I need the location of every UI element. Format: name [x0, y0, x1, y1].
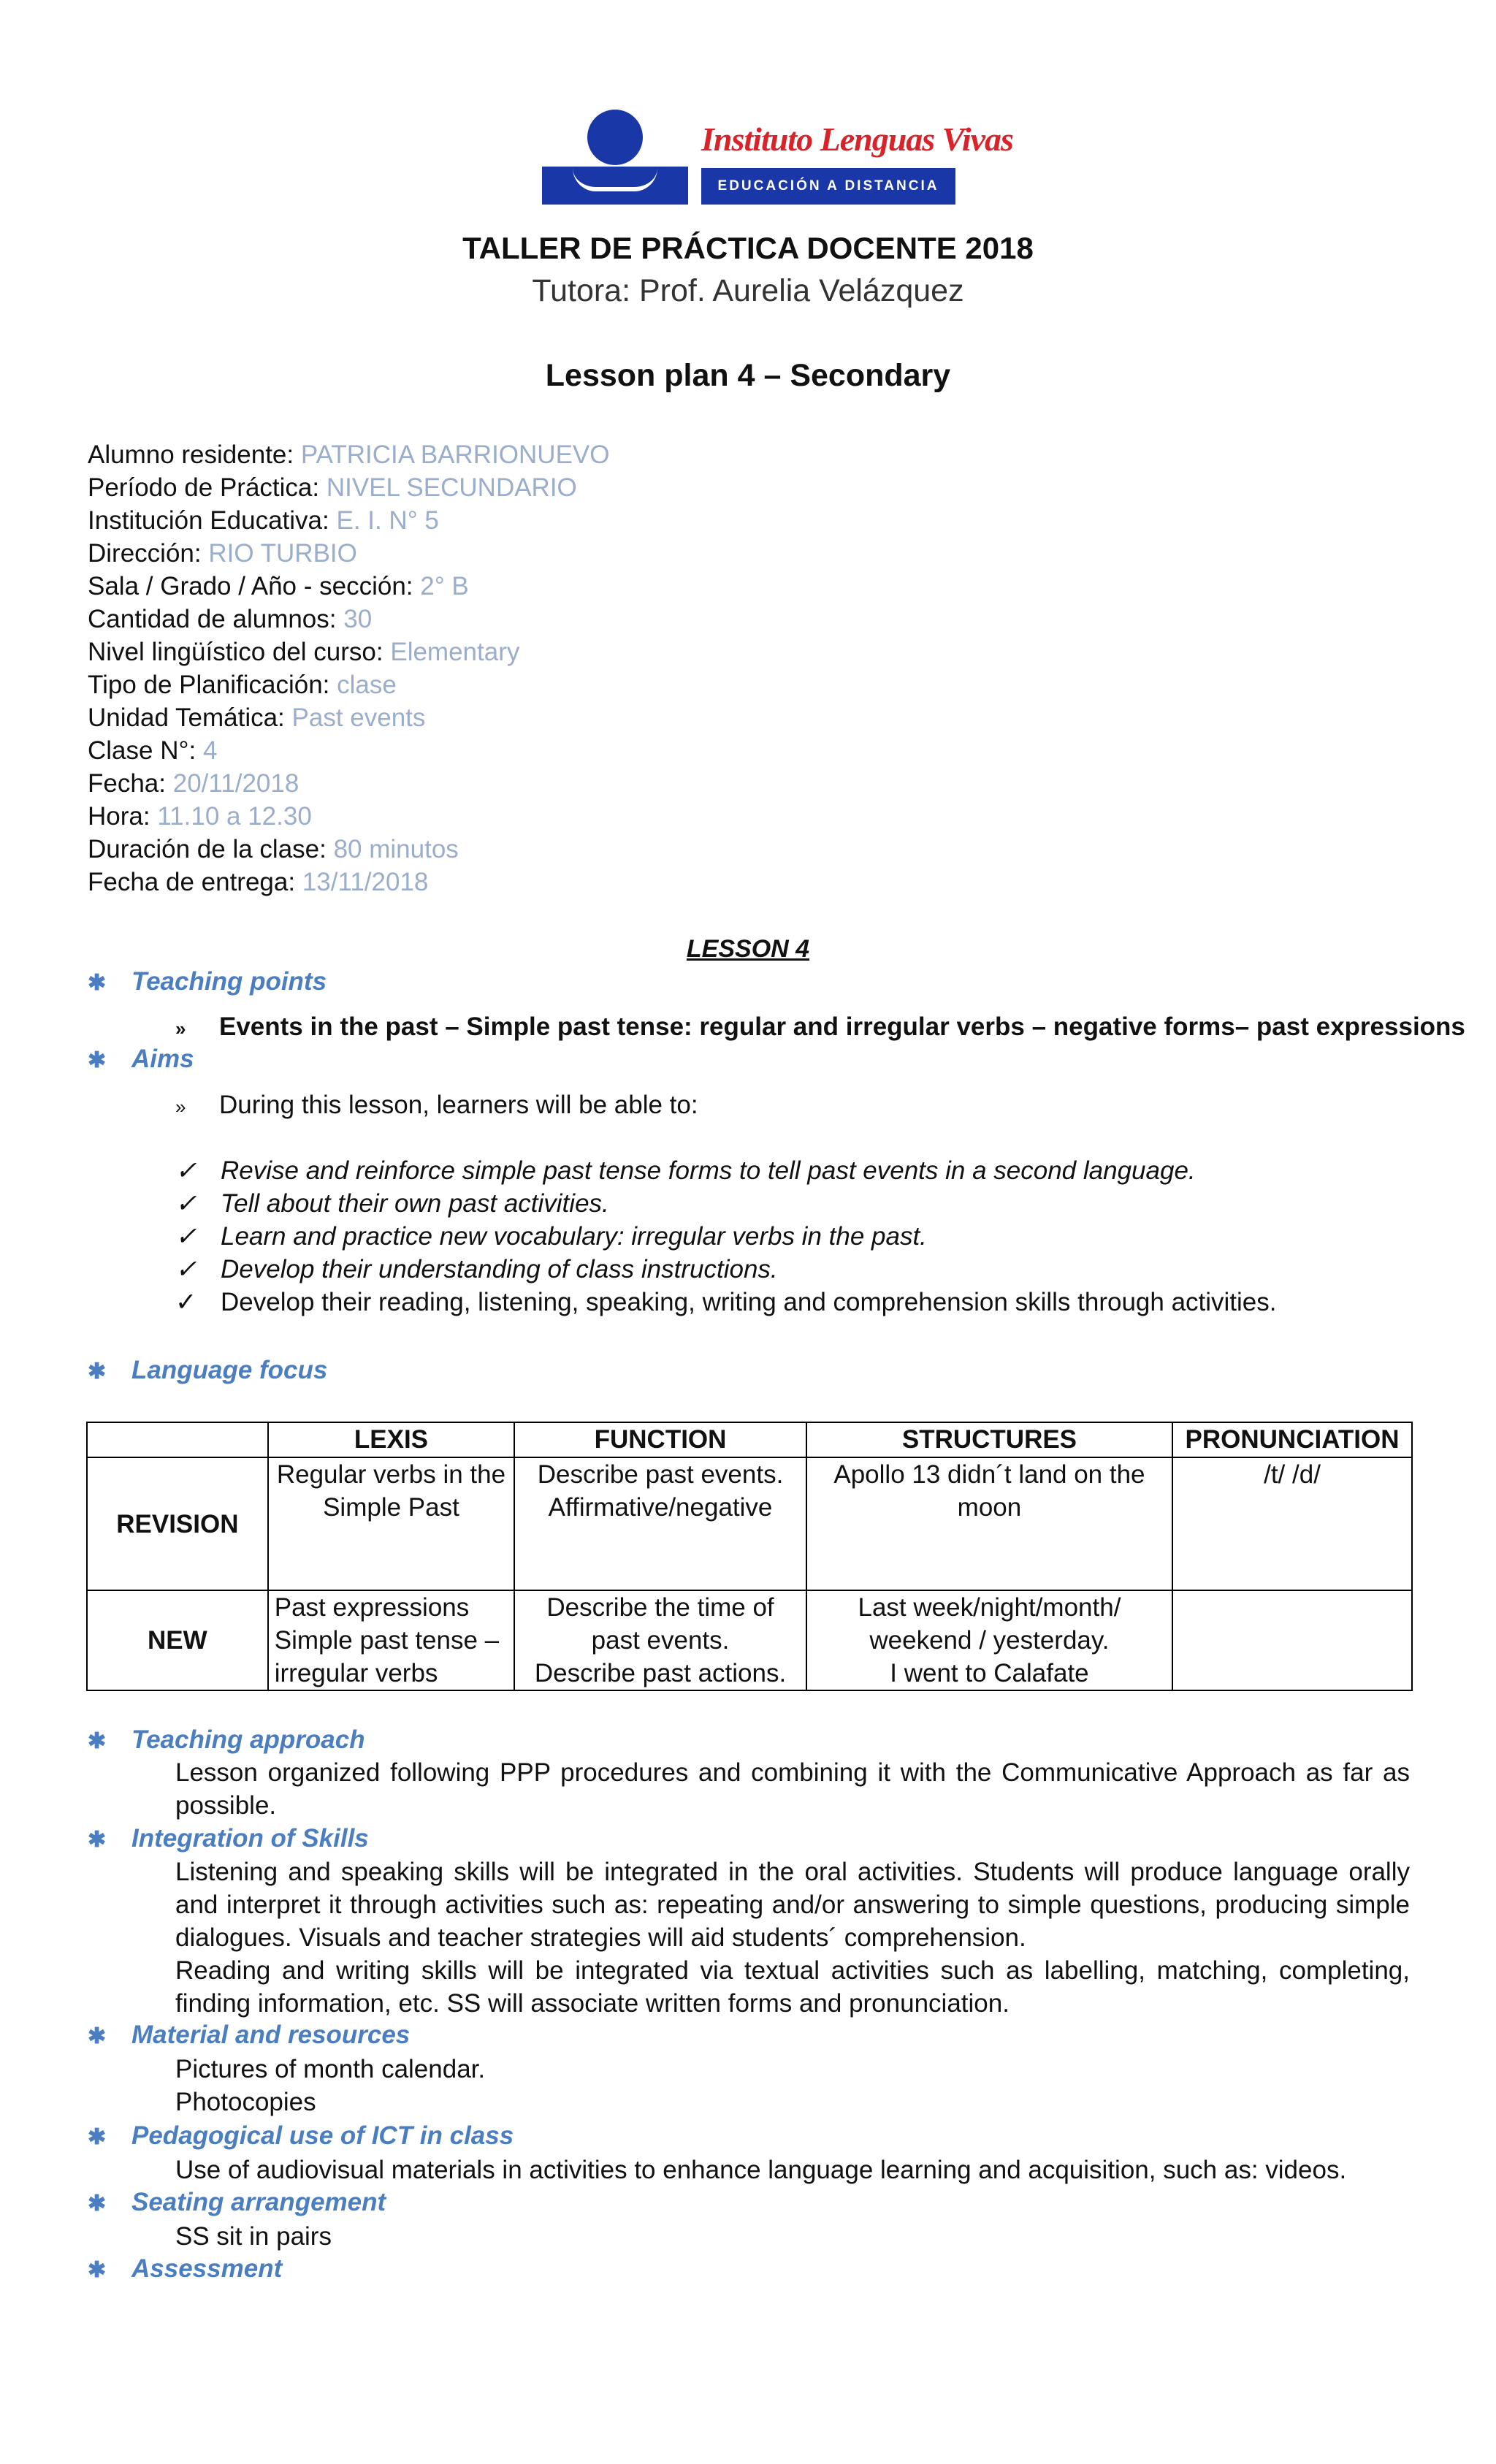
section-language-focus: ✱ Language focus — [88, 1356, 328, 1384]
cell-structures: Apollo 13 didn´t land on the moon — [806, 1457, 1172, 1590]
cell-pronunciation — [1172, 1590, 1412, 1690]
institute-logo — [542, 110, 1013, 205]
integration-paragraph: Reading and writing skills will be integrated via textual activities such as labelling, matching, completing, finding information, etc. SS will associate written forms and pronunciation. — [175, 1956, 1410, 2018]
lesson-plan-title: Lesson plan 4 – Secondary — [545, 358, 951, 393]
ict-text: Use of audiovisual materials in activities to enhance language learning and acquisition, such as: videos. — [175, 2156, 1347, 2184]
info-row: Hora: 11.10 a 12.30 — [88, 802, 312, 831]
info-row: Sala / Grado / Año - sección: 2° B — [88, 572, 469, 600]
info-row: Período de Práctica: NIVEL SECUNDARIO — [88, 473, 577, 502]
cell-pronunciation: /t/ /d/ — [1172, 1457, 1412, 1590]
info-row: Nivel lingüístico del curso: Elementary — [88, 638, 520, 666]
cell-lexis: Past expressions Simple past tense – irregular verbs — [268, 1590, 514, 1690]
integration-text — [175, 1855, 1410, 2020]
aim-item: ✓ Learn and practice new vocabulary: irregular verbs in the past. — [175, 1220, 927, 1253]
star-bullet-icon: ✱ — [88, 2192, 107, 2216]
arrow-bullet-icon: » — [175, 1096, 186, 1118]
table-row — [87, 1457, 1412, 1590]
cell-function: Describe the time of past events. Describe past actions. — [514, 1590, 806, 1690]
info-row: Tipo de Planificación: clase — [88, 671, 397, 699]
language-focus-table — [86, 1422, 1413, 1691]
info-row: Dirección: RIO TURBIO — [88, 539, 357, 568]
cell-lexis: Regular verbs in the Simple Past — [268, 1457, 514, 1590]
info-row: Fecha: 20/11/2018 — [88, 769, 299, 798]
star-bullet-icon: ✱ — [88, 2125, 107, 2149]
aim-item: ✓ Revise and reinforce simple past tense forms to tell past events in a second language. — [175, 1154, 1196, 1187]
section-integration-skills: ✱ Integration of Skills — [88, 1824, 369, 1853]
materials-list — [175, 2053, 1410, 2118]
row-label: REVISION — [87, 1457, 268, 1590]
star-bullet-icon: ✱ — [88, 1729, 107, 1753]
info-row: Alumno residente: PATRICIA BARRIONUEVO — [88, 440, 610, 469]
cell-function: Describe past events. Affirmative/negative — [514, 1457, 806, 1590]
aims-intro: » During this lesson, learners will be able to: — [175, 1091, 698, 1119]
col-function: FUNCTION — [514, 1422, 806, 1457]
info-block — [88, 438, 610, 899]
arrow-bullet-icon: » — [175, 1018, 186, 1040]
seating-text: SS sit in pairs — [175, 2222, 332, 2251]
section-ict: ✱ Pedagogical use of ICT in class — [88, 2121, 514, 2150]
list-item: Pictures of month calendar. — [175, 2055, 486, 2083]
logo-tagline: EDUCACIÓN A DISTANCIA — [701, 168, 955, 205]
checkmark-icon: ✓ — [175, 1222, 197, 1251]
integration-paragraph: Listening and speaking skills will be integrated in the oral activities. Students will produce language orally and interpret it through activities such as: repeating and/or answering to simple questions, producing simple dialogues. Visuals and teacher strategies will aid students´ comprehension. — [175, 1858, 1410, 1952]
star-bullet-icon: ✱ — [88, 1828, 107, 1852]
col-lexis: LEXIS — [268, 1422, 514, 1457]
teaching-point-item: » Events in the past – Simple past tense: regular and irregular verbs – negative forms– past expressions — [175, 1012, 1465, 1041]
aim-item: ✓ Develop their reading, listening, speaking, writing and comprehension skills through activities. — [175, 1286, 1277, 1319]
aim-item: ✓ Develop their understanding of class instructions. — [175, 1253, 778, 1286]
info-row: Cantidad de alumnos: 30 — [88, 605, 373, 633]
col-pronunciation: PRONUNCIATION — [1172, 1422, 1412, 1457]
cell-structures: Last week/night/month/ weekend / yesterday. I went to Calafate — [806, 1590, 1172, 1690]
section-teaching-approach: ✱ Teaching approach — [88, 1725, 365, 1754]
aim-item: ✓ Tell about their own past activities. — [175, 1187, 609, 1220]
info-row: Unidad Temática: Past events — [88, 703, 426, 732]
tutor-line: Tutora: Prof. Aurelia Velázquez — [532, 273, 964, 308]
table-header-row — [87, 1422, 1412, 1457]
checkmark-icon: ✓ — [175, 1288, 197, 1316]
section-materials: ✱ Material and resources — [88, 2021, 411, 2049]
list-item: Photocopies — [175, 2088, 316, 2116]
info-row: Institución Educativa: E. I. N° 5 — [88, 506, 439, 535]
star-bullet-icon: ✱ — [88, 1048, 107, 1072]
section-seating: ✱ Seating arrangement — [88, 2188, 386, 2216]
info-row: Duración de la clase: 80 minutos — [88, 835, 459, 863]
info-row: Clase N°: 4 — [88, 736, 218, 765]
star-bullet-icon: ✱ — [88, 971, 107, 995]
star-bullet-icon: ✱ — [88, 2258, 107, 2282]
teaching-approach-text: Lesson organized following PPP procedures and combining it with the Communicative Approach as far as possible. — [175, 1758, 1410, 1820]
info-row: Fecha de entrega: 13/11/2018 — [88, 868, 429, 896]
section-aims: ✱ Aims — [88, 1045, 194, 1073]
lesson-heading: LESSON 4 — [686, 935, 810, 963]
section-assessment: ✱ Assessment — [88, 2254, 283, 2283]
checkmark-icon: ✓ — [175, 1255, 197, 1284]
star-bullet-icon: ✱ — [88, 1359, 107, 1384]
logo-name: Instituto Lenguas Vivas — [701, 121, 1013, 158]
section-teaching-points: ✱ Teaching points — [88, 967, 327, 996]
workshop-title: TALLER DE PRÁCTICA DOCENTE 2018 — [462, 231, 1034, 265]
checkmark-icon: ✓ — [175, 1156, 197, 1185]
col-structures: STRUCTURES — [806, 1422, 1172, 1457]
row-label: NEW — [87, 1590, 268, 1690]
logo-emblem — [542, 110, 688, 205]
table-row — [87, 1590, 1412, 1690]
star-bullet-icon: ✱ — [88, 2024, 107, 2048]
checkmark-icon: ✓ — [175, 1189, 197, 1218]
